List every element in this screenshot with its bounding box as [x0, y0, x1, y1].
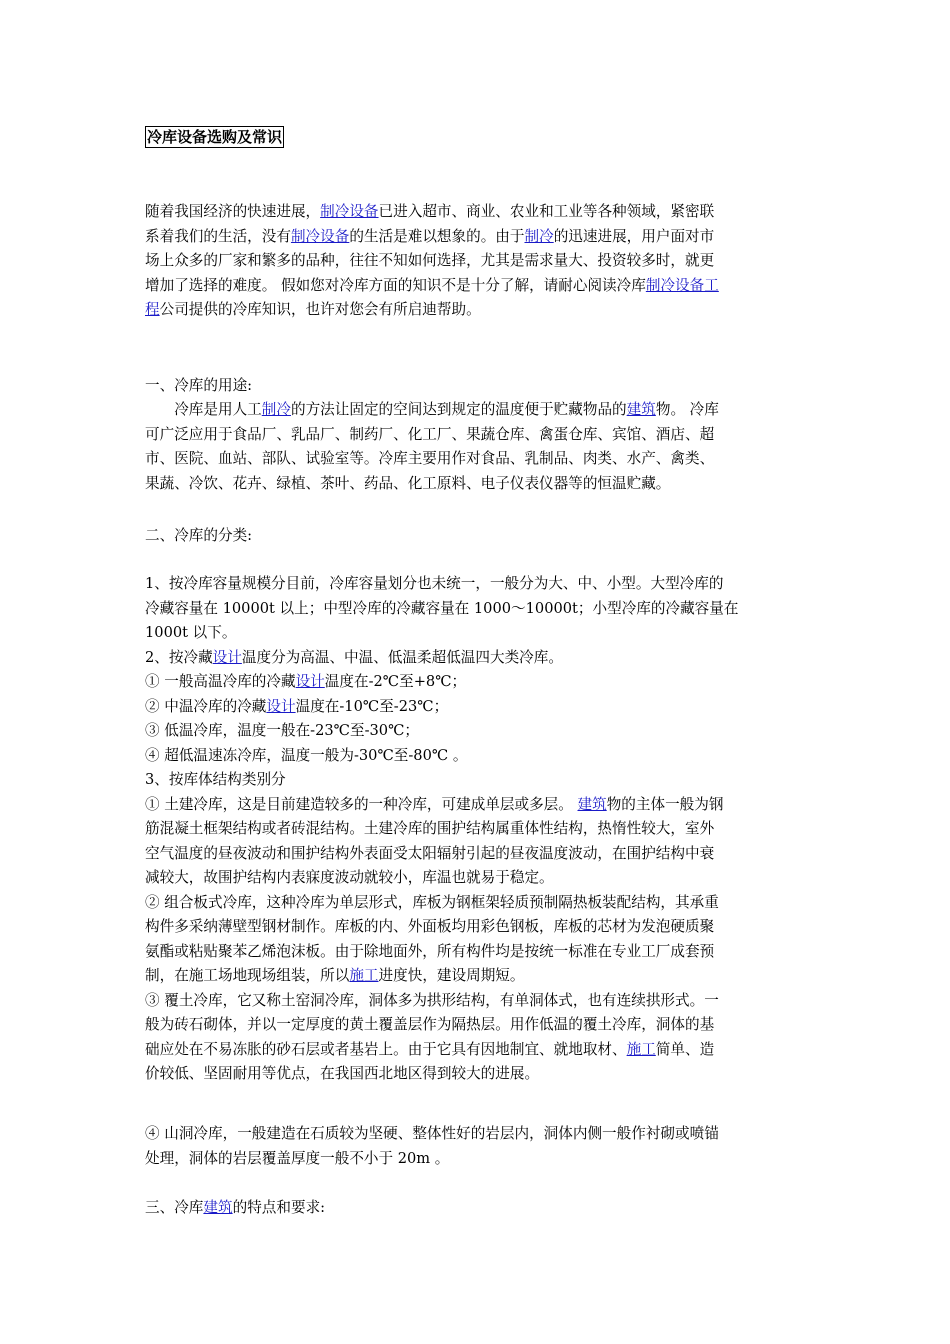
- text-run: 减较大，故围护结构内表寐度波动就较小，库温也就易于稳定。: [145, 869, 554, 886]
- text-line: [145, 842, 809, 867]
- text-run: 温度分为高温、中温、低温柔超低温四大类冷库。: [241, 648, 563, 666]
- text-line: [145, 768, 809, 793]
- text-run: 果蔬、冷饮、花卉、绿植、茶叶、药品、化工原料、电子仪表仪器等的恒温贮藏。: [145, 474, 671, 492]
- text-run: 的特点和要求:: [232, 1199, 326, 1216]
- section1-paragraph: [145, 398, 809, 496]
- text-run: 三、冷库: [145, 1199, 204, 1216]
- text-run: ④ 超低温速冻冷库，温度一般为-30℃至-80℃ 。: [145, 746, 468, 764]
- text-run: 氨酯或粘贴聚苯乙烯泡沫板。由于除地面外，所有构件均是按统一标准在专业工厂成套预: [145, 942, 715, 960]
- text-run: ② 中温冷库的冷藏: [145, 697, 267, 715]
- text-run: 3、按库体结构类别分: [145, 771, 286, 788]
- text-run: 1000t 以下。: [145, 624, 237, 641]
- text-run: 般为砖石砌体，并以一定厚度的黄土覆盖层作为隔热层。用作低温的覆土冷库，洞体的基: [145, 1016, 715, 1033]
- text-run: 的迅速进展，用户面对市: [553, 227, 715, 245]
- text-run: 的方法让固定的空间达到规定的温度便于贮藏物品的: [290, 401, 627, 418]
- section3-heading: [145, 1196, 809, 1221]
- text-run: 的生活是难以想象的。由于: [349, 227, 525, 245]
- text-line: [145, 447, 809, 472]
- text-line: [145, 695, 809, 720]
- text-line: [145, 249, 809, 274]
- inline-link[interactable]: 制冷设备工: [645, 276, 719, 294]
- text-run: 处理，洞体的岩层覆盖厚度一般不小于 20m 。: [145, 1149, 450, 1167]
- text-line: [145, 1062, 809, 1087]
- inline-link[interactable]: 施工: [626, 1040, 656, 1058]
- text-run: 构件多采纳薄壁型钢材制作。库板的内、外面板均用彩色钢板，库板的芯材为发泡硬质聚: [145, 918, 715, 935]
- section2-cave-paragraph: [145, 1122, 809, 1171]
- text-run: 温度在-2℃至+8℃；: [324, 673, 467, 690]
- text-run: 空气温度的昼夜波动和围护结构外表面受太阳辐射引起的昼夜温度波动，在围护结构中衰: [145, 844, 715, 862]
- text-line: [145, 891, 809, 916]
- text-run: 价较低、坚固耐用等优点，在我国西北地区得到较大的进展。: [145, 1065, 540, 1082]
- text-run: 冷库是用人工: [145, 401, 262, 418]
- text-run: 制，在施工场地现场组装，所以: [145, 967, 350, 984]
- text-run: 2、按冷藏: [145, 648, 213, 666]
- text-run: ① 土建冷库，这是目前建造较多的一种冷库，可建成单层或多层。: [145, 795, 578, 813]
- inline-link[interactable]: 施工: [349, 967, 379, 984]
- text-line: [145, 597, 809, 622]
- text-line: [145, 1147, 809, 1172]
- text-line: [145, 940, 809, 965]
- text-line: [145, 793, 809, 818]
- text-run: ③ 覆土冷库，它又称土窑洞冷库，洞体多为拱形结构，有单洞体式，也有连续拱形式。一: [145, 991, 719, 1009]
- text-line: [145, 744, 809, 769]
- text-run: ③ 低温冷库，温度一般在-23℃至-30℃；: [145, 722, 420, 739]
- text-line: [145, 472, 809, 497]
- inline-link[interactable]: 设计: [295, 673, 325, 690]
- inline-link[interactable]: 建筑: [577, 795, 607, 813]
- text-run: 简单、造: [655, 1040, 715, 1058]
- section2-body: [145, 572, 809, 1087]
- text-run: 场上众多的厂家和繁多的品种，往往不知如何选择，尤其是需求量大、投资较多时，就更: [145, 252, 715, 269]
- text-line: [145, 423, 809, 448]
- inline-link[interactable]: 建筑: [626, 401, 656, 418]
- page-title: 冷库设备选购及常识: [147, 128, 283, 146]
- text-run: 冷藏容量在 10000t 以上；中型冷库的冷藏容量在 1000～10000t；小型冷库的冷藏容量在: [145, 599, 739, 617]
- text-line: [145, 817, 809, 842]
- text-line: [145, 866, 809, 891]
- inline-link[interactable]: 制冷: [524, 227, 554, 245]
- text-line: [145, 621, 809, 646]
- text-line: [145, 225, 809, 250]
- text-run: 可广泛应用于食品厂、乳品厂、制药厂、化工厂、果蔬仓库、禽蛋仓库、宾馆、酒店、超: [145, 425, 715, 443]
- text-line: [145, 274, 809, 299]
- section2-heading: 二、冷库的分类:: [145, 527, 253, 544]
- text-line: [145, 1013, 809, 1038]
- text-run: 系着我们的生活，没有: [145, 227, 291, 245]
- text-run: ④ 山洞冷库，一般建造在石质较为坚硬、整体性好的岩层内，洞体内侧一般作衬砌或喷锚: [145, 1125, 719, 1142]
- inline-link[interactable]: 建筑: [203, 1199, 233, 1216]
- intro-paragraph: [145, 200, 809, 323]
- text-line: [145, 200, 809, 225]
- text-line: [145, 964, 809, 989]
- text-line: [145, 398, 809, 423]
- text-run: 进度快，建设周期短。: [378, 967, 525, 984]
- inline-link[interactable]: 制冷设备: [320, 203, 379, 220]
- text-line: [145, 915, 809, 940]
- text-line: [145, 989, 809, 1014]
- text-line: [145, 670, 809, 695]
- text-run: 础应处在不易冻胀的砂石层或者基岩上。由于它具有因地制宜、就地取材、: [145, 1040, 627, 1058]
- text-run: 温度在-10℃至-23℃；: [295, 697, 449, 715]
- text-run: ① 一般高温冷库的冷藏: [145, 673, 296, 690]
- text-run: 筋混凝土框架结构或者砖混结构。土建冷库的围护结构属重体性结构，热惰性较大，室外: [145, 820, 715, 837]
- section1-heading: 一、冷库的用途:: [145, 377, 253, 394]
- text-line: [145, 298, 809, 323]
- text-run: 增加了选择的难度。 假如您对冷库方面的知识不是十分了解，请耐心阅读冷库: [145, 276, 646, 294]
- text-run: 公司提供的冷库知识，也许对您会有所启迪帮助。: [159, 301, 481, 318]
- text-run: 物的主体一般为钢: [606, 795, 724, 813]
- text-run: 已进入超市、商业、农业和工业等各种领域，紧密联: [378, 203, 715, 220]
- inline-link[interactable]: 程: [145, 301, 160, 318]
- text-run: 物。 冷库: [655, 401, 719, 418]
- inline-link[interactable]: 设计: [212, 648, 242, 666]
- text-line: [145, 719, 809, 744]
- inline-link[interactable]: 制冷: [261, 401, 291, 418]
- text-line: [145, 1038, 809, 1063]
- text-line: [145, 1122, 809, 1147]
- text-run: 1、按冷库容量规模分目前，冷库容量划分也未统一，一般分为大、中、小型。大型冷库的: [145, 575, 724, 592]
- inline-link[interactable]: 制冷设备: [290, 227, 350, 245]
- inline-link[interactable]: 设计: [266, 697, 296, 715]
- text-run: ② 组合板式冷库，这种冷库为单层形式，库板为钢框架轻质预制隔热板装配结构，其承重: [145, 893, 719, 911]
- text-run: 随着我国经济的快速进展，: [145, 203, 321, 220]
- text-line: [145, 572, 809, 597]
- text-run: 市、医院、血站、部队、试验室等。冷库主要用作对食品、乳制品、肉类、水产、禽类、: [145, 450, 715, 467]
- text-line: [145, 646, 809, 671]
